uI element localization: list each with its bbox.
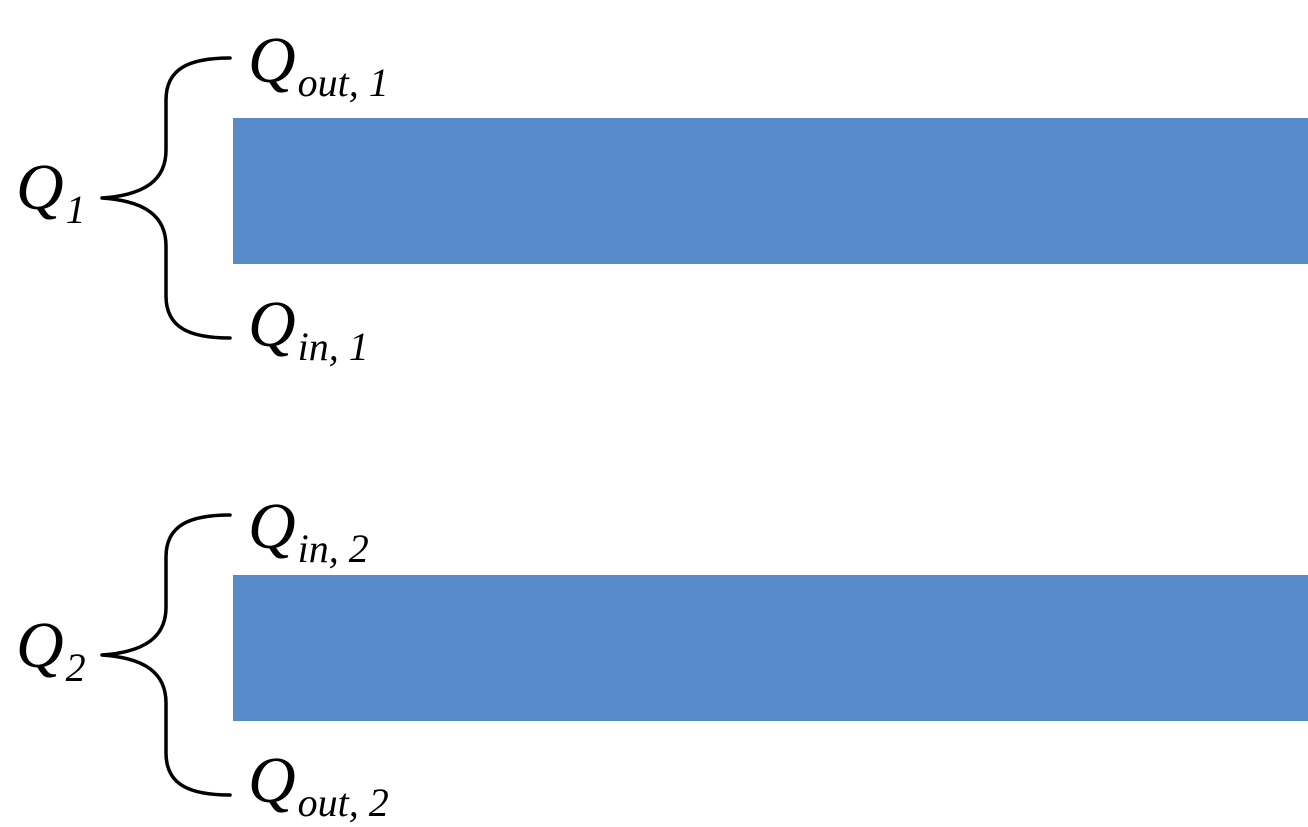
q-in-2-label (248, 490, 369, 571)
brace-path-2 (102, 515, 230, 795)
q-in-1-symbol: Q (248, 288, 296, 361)
brace-path-1 (102, 58, 230, 338)
q-out-1-subscript: out, 1 (297, 60, 389, 105)
q2-symbol: Q (16, 609, 64, 682)
q-out-2-symbol: Q (248, 744, 296, 817)
q2-subscript: 2 (65, 645, 86, 690)
q-in-1-subscript: in, 1 (297, 324, 369, 369)
q1-symbol: Q (16, 151, 64, 224)
q-out-1-symbol: Q (248, 24, 296, 97)
q-out-2-subscript: out, 2 (297, 780, 389, 825)
q1-subscript: 1 (65, 187, 86, 232)
q-in-2-symbol: Q (248, 490, 296, 563)
q-out-1-label (248, 24, 389, 105)
q1-label (16, 151, 86, 232)
q-in-2-subscript: in, 2 (297, 526, 369, 571)
q-out-2-label (248, 744, 389, 825)
q2-label (16, 609, 86, 690)
q-in-1-label (248, 288, 369, 369)
channel-bar-2 (233, 575, 1308, 721)
channel-bar-1 (233, 118, 1308, 264)
